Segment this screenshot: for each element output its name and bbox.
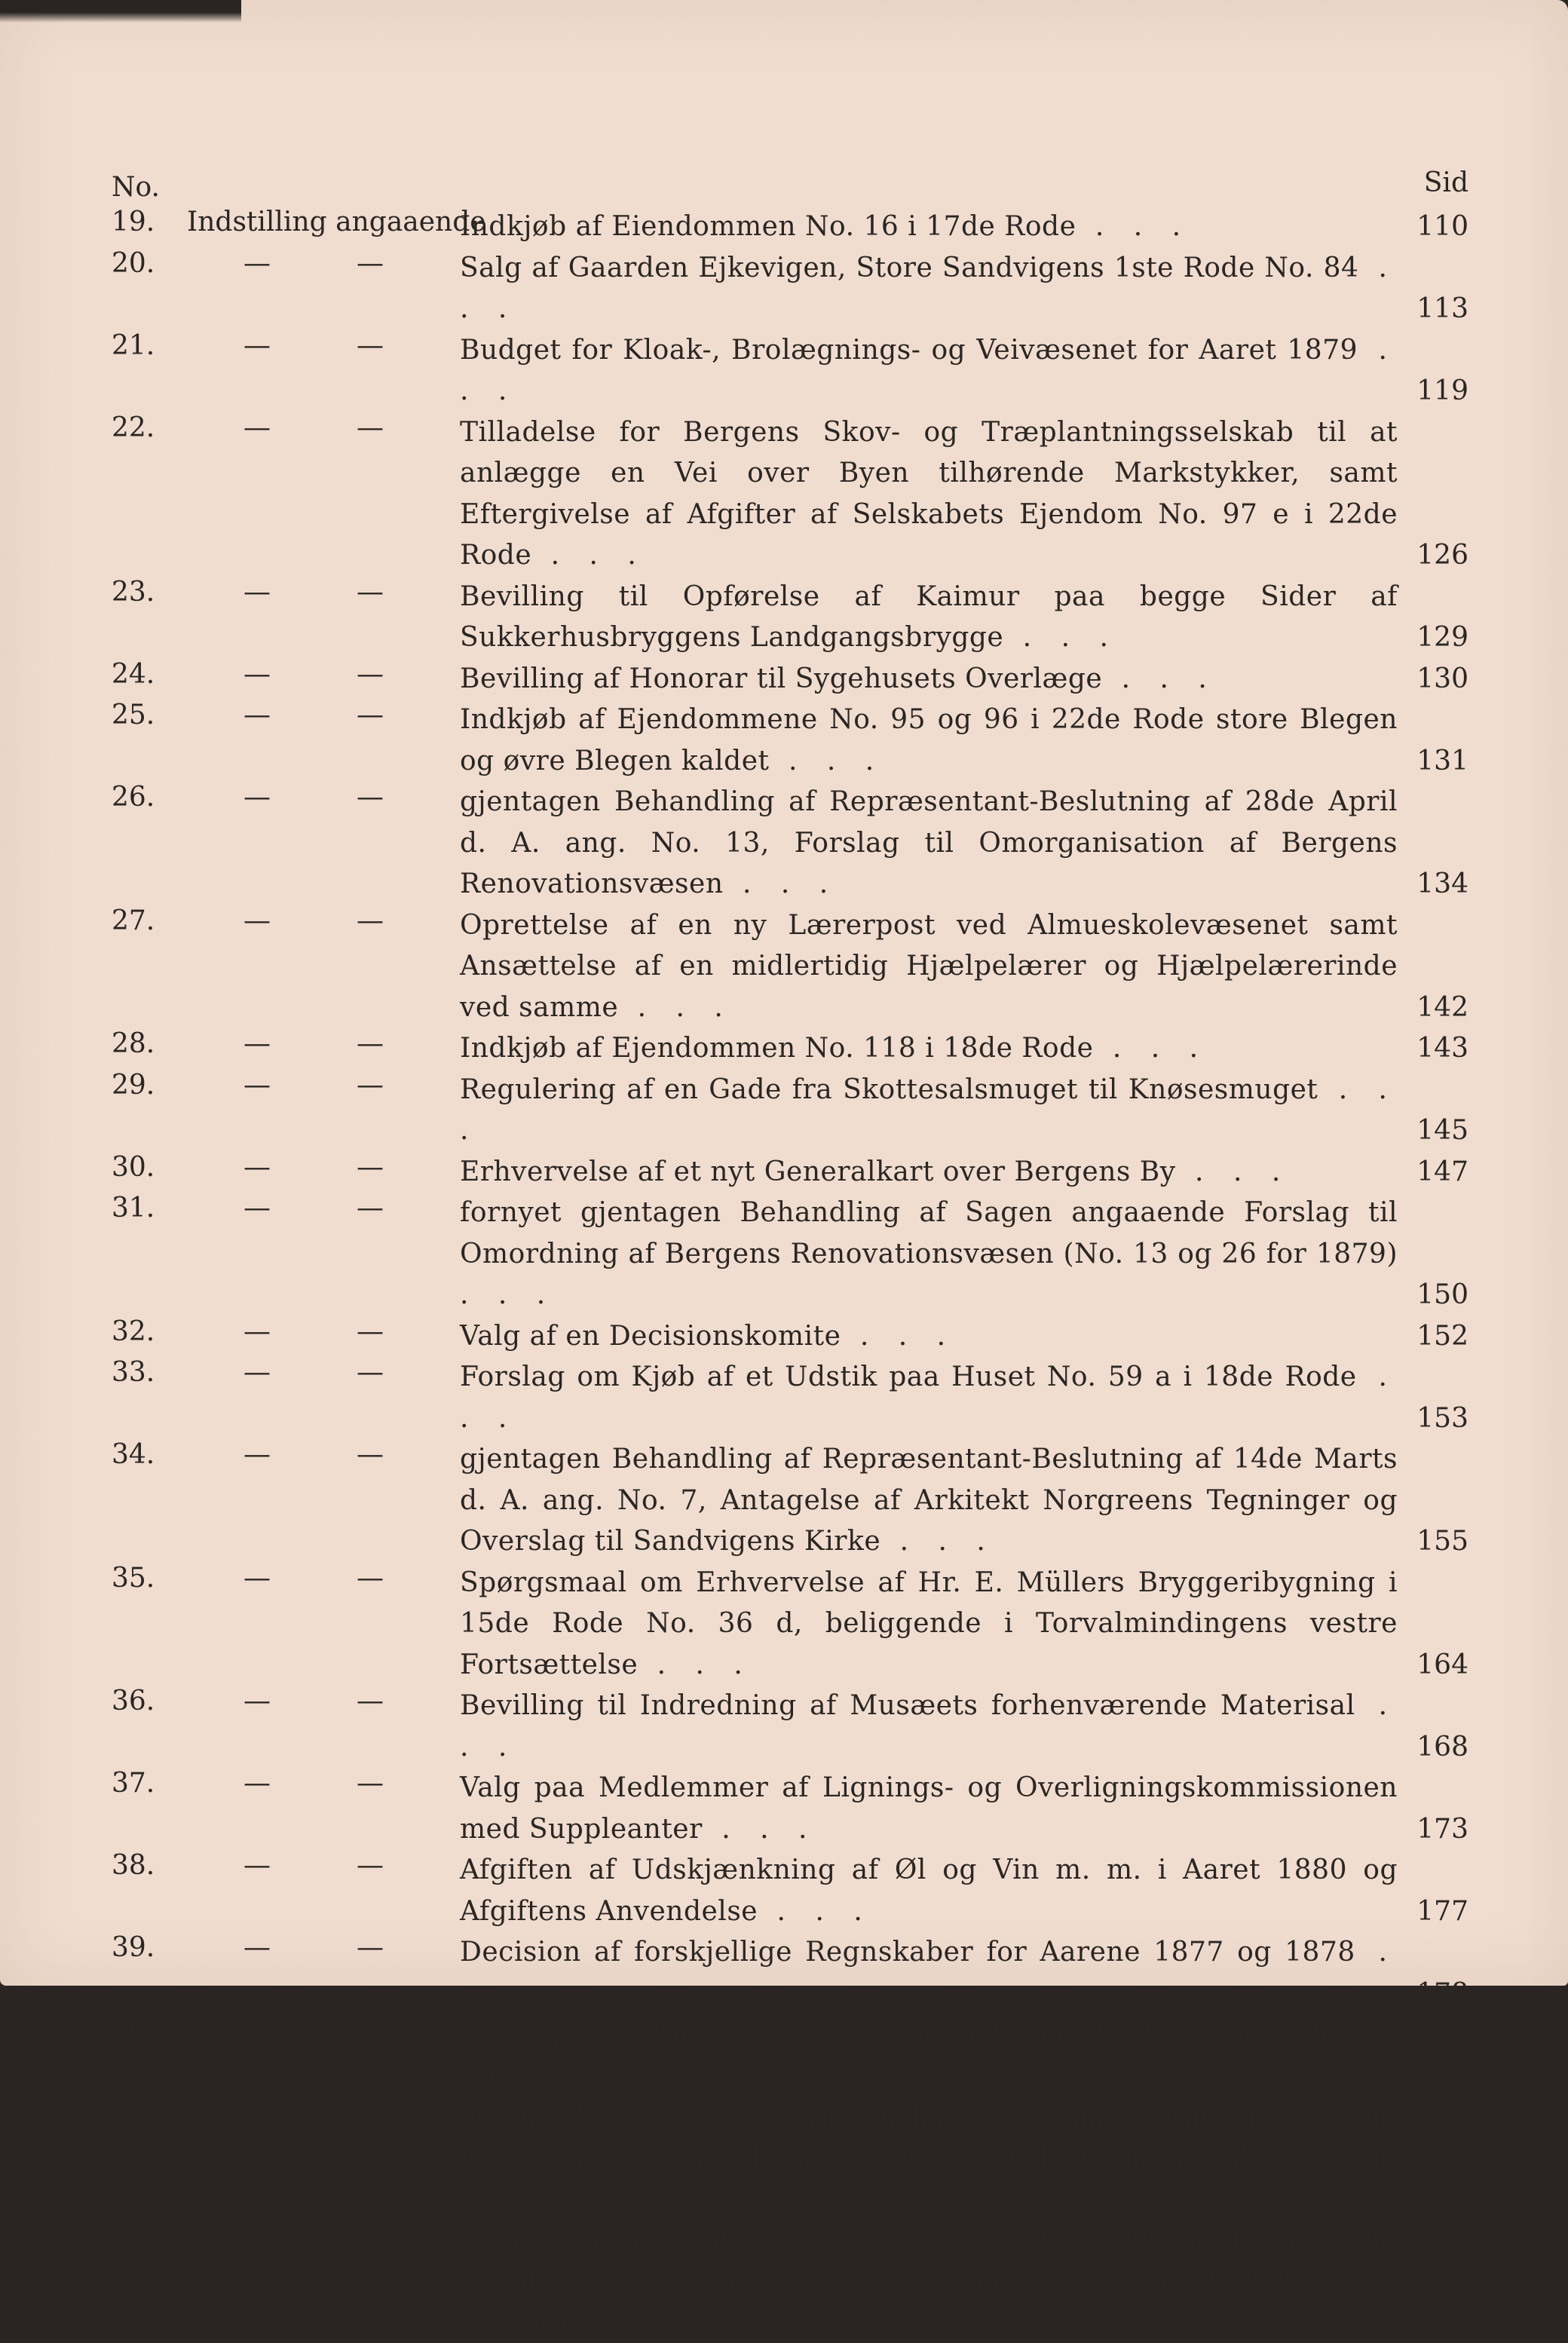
entry-page-number: 131	[1416, 741, 1468, 783]
table-of-contents	[112, 164, 1468, 2343]
ditto-dash: —	[357, 330, 384, 361]
leader-dots: . . .	[460, 2183, 556, 2214]
entry-title: Bevilling til Opførelse af Kaimur paa begge Sider af Sukkerhusbryggens Landgangsbrygge	[460, 581, 1398, 654]
entry-text	[460, 412, 1398, 577]
ditto-dash: —	[243, 248, 271, 279]
entry-number: 27.	[112, 905, 175, 936]
entry-title: Indkjøb af Ejendommene No. 95 og 96 i 22de Rode store Blegen og øvre Blegen kaldet	[460, 704, 1398, 776]
entry-text	[460, 1070, 1398, 1152]
entry-page-number: 126	[1416, 535, 1468, 577]
scan-edge-shadow	[0, 0, 241, 23]
leader-dots: . . .	[638, 1649, 753, 1680]
entry-number: 34.	[112, 1439, 175, 1470]
leader-dots: . . .	[460, 1074, 1398, 1147]
toc-entries	[112, 207, 1468, 2343]
toc-entry	[112, 2096, 1468, 2220]
ditto-dash: —	[243, 1193, 271, 1224]
entry-text	[460, 2014, 1398, 2096]
entry-page-number: 201	[1416, 2302, 1468, 2343]
leader-dots: . . .	[839, 2307, 954, 2338]
toc-entry	[112, 2220, 1468, 2343]
entry-page-number: 130	[1416, 659, 1468, 700]
entry-page-number: 164	[1416, 1645, 1468, 1686]
ditto-dash: —	[243, 1932, 271, 1963]
entry-title: gjentagen Behandling af Repræsentant-Beslutning af 14de Marts d. A. ang. No. 7, Antagelse af Arkitekt Norgreens Tegninger og Overslag til Sandvigens Kirke	[460, 1444, 1398, 1557]
ditto-dash: —	[357, 248, 384, 279]
ditto-dash: —	[243, 1686, 271, 1717]
ditto-dash: —	[243, 1850, 271, 1881]
entry-title: Spørgsmaal om Erhvervelse af Hr. E. Müllers Bryggeribygning i 15de Rode No. 36 d, beliggende i Torvalmindingens vestre Fortsættelse	[460, 1567, 1398, 1680]
leader-dots: . . .	[1102, 663, 1217, 694]
ditto-dash: —	[357, 1028, 384, 1059]
entry-number: 26.	[112, 782, 175, 813]
ditto-dash: —	[243, 659, 271, 690]
entry-title: Bevilling til Indredning af Musæets forhenværende Materisal	[460, 1690, 1355, 1721]
ditto-dash: —	[243, 782, 271, 813]
entry-title: Indkjøb af Eiendommen No. 16 i 17de Rode	[460, 211, 1076, 242]
entry-number: 24.	[112, 659, 175, 690]
ditto-dash: —	[243, 1563, 271, 1594]
entry-title: Oprettelse af en ny Lærerpost ved Almueskolevæsenet samt Ansættelse af en midlertidig Hjælpelærer og Hjælpelærerinde ved samme	[460, 910, 1398, 1023]
entry-text	[460, 577, 1398, 659]
ditto-dash: —	[243, 2220, 271, 2251]
entry-title: Erhvervelse af et nyt Generalkart over Bergens By	[460, 1156, 1176, 1187]
ditto-dash: —	[243, 2096, 271, 2127]
toc-entry	[112, 330, 1468, 412]
ditto-dash: —	[243, 1152, 271, 1183]
toc-entry	[112, 412, 1468, 577]
entry-text	[460, 1316, 1398, 1358]
toc-header	[112, 164, 1468, 207]
toc-entry	[112, 1152, 1468, 1193]
ditto-dash: —	[357, 700, 384, 730]
entry-page-number: 173	[1416, 1809, 1468, 1851]
ditto-dash: —	[243, 330, 271, 361]
ditto-dash: —	[357, 1768, 384, 1799]
entry-number: 22.	[112, 412, 175, 443]
leader-dots: . . .	[460, 1937, 1398, 2009]
entry-text	[460, 207, 1398, 248]
entry-number: 23.	[112, 577, 175, 608]
entry-page-number: 143	[1416, 1028, 1468, 1070]
ditto-dash: —	[357, 905, 384, 936]
toc-entry	[112, 1686, 1468, 1768]
entry-page-number: 147	[1416, 1152, 1468, 1193]
leader-dots: . . .	[617, 2060, 733, 2091]
leader-dots: . . .	[758, 1896, 873, 1927]
ditto-dash: —	[357, 1439, 384, 1470]
ditto-dash: —	[357, 1850, 384, 1881]
entry-page-number: 152	[1416, 1316, 1468, 1358]
entry-number: 28.	[112, 1028, 175, 1059]
toc-entry	[112, 207, 1468, 248]
entry-number: 40.	[112, 2014, 175, 2045]
entry-number: 38.	[112, 1850, 175, 1881]
ditto-dash: —	[357, 2096, 384, 2127]
leader-dots: . . .	[460, 335, 1398, 407]
leader-dots: . . .	[460, 1361, 1398, 1434]
toc-entry	[112, 905, 1468, 1029]
leader-dots: . . .	[880, 1526, 996, 1557]
entry-number: 33.	[112, 1357, 175, 1388]
toc-entry	[112, 1316, 1468, 1358]
ditto-dash: —	[357, 659, 384, 690]
entry-number: 36.	[112, 1686, 175, 1717]
entry-page-number: 155	[1416, 1521, 1468, 1563]
entry-text	[460, 1439, 1398, 1563]
leader-dots: . . .	[1003, 622, 1119, 653]
leader-dots: . . .	[531, 540, 647, 571]
toc-entry	[112, 1357, 1468, 1439]
entry-title: gjentagen Behandling af Repræsentant-Beslutning af 13de Oktober d. A. ang. No. 41, Indskrænkning i Tiden for Udskjænkning af Øl og Vin	[460, 2225, 1398, 2338]
entry-number: 30.	[112, 1152, 175, 1183]
entry-page-number: 142	[1416, 988, 1468, 1029]
toc-entry	[112, 659, 1468, 700]
entry-page-number: 187	[1416, 2179, 1468, 2220]
leader-dots: . . .	[1076, 211, 1191, 242]
entry-title: Valg paa Medlemmer af Lignings- og Overligningskommissionen med Suppleanter	[460, 1772, 1398, 1845]
toc-entry	[112, 782, 1468, 905]
entry-page-number: 113	[1416, 289, 1468, 330]
ditto-dash: —	[357, 577, 384, 608]
entry-title: Salg af Gaarden Ejkevigen, Store Sandvigens 1ste Rode No. 84	[460, 253, 1358, 283]
entry-number: 21.	[112, 330, 175, 361]
page-column-header: Sid	[1424, 167, 1468, 198]
number-column-header: No.	[112, 172, 160, 203]
leader-dots: . . .	[618, 992, 733, 1023]
entry-text	[460, 700, 1398, 782]
entry-title: Forslag om Kjøb af et Udstik paa Huset No. 59 a i 18de Rode	[460, 1361, 1357, 1392]
leader-dots: . . .	[841, 1321, 956, 1352]
ditto-dash: —	[357, 1193, 384, 1224]
leader-dots: . . .	[770, 746, 885, 776]
leader-dots: . . .	[703, 1814, 818, 1845]
entry-page-number: 145	[1416, 1110, 1468, 1152]
ditto-dash: —	[357, 1686, 384, 1717]
entry-title: Regulering af en Gade fra Skottesalsmuget til Knøsesmuget	[460, 1074, 1318, 1105]
entry-number: 41.	[112, 2096, 175, 2127]
entry-title: gjentagen Behandling af Repræsentant-Beslutning af 28de April d. A. ang. No. 13, Forslag til Omorganisation af Bergens Renovationsvæsen	[460, 786, 1398, 899]
toc-entry	[112, 1932, 1468, 2014]
entry-number: 39.	[112, 1932, 175, 1963]
entry-number: 32.	[112, 1316, 175, 1347]
entry-title: Valg af en Decisionskomite	[460, 1321, 841, 1352]
entry-text	[460, 1850, 1398, 1932]
entry-text	[460, 1932, 1398, 2014]
entry-page-number: 119	[1416, 371, 1468, 412]
entry-page-number: 177	[1416, 1891, 1468, 1933]
toc-entry	[112, 1028, 1468, 1070]
entry-number: 25.	[112, 700, 175, 730]
lead-text: Indstilling angaaende	[187, 207, 486, 237]
entry-title: et til Magistrat og Formandskab indkommet Andragende om yderligere Indskrænkning i Tiden for Udskjænkning af Øl og Vin	[460, 2101, 1398, 2173]
entry-text	[460, 659, 1398, 700]
ditto-dash: —	[357, 782, 384, 813]
ditto-dash: —	[243, 1357, 271, 1388]
ditto-dash: —	[243, 412, 271, 443]
leader-dots: . . .	[1176, 1156, 1291, 1187]
toc-entry	[112, 700, 1468, 782]
toc-entry	[112, 1070, 1468, 1152]
entry-page-number: 178	[1416, 1974, 1468, 2015]
entry-page-number: 110	[1416, 207, 1468, 248]
toc-entry	[112, 248, 1468, 330]
entry-number: 19.	[112, 207, 175, 237]
ditto-dash: —	[243, 1316, 271, 1347]
entry-number: 29.	[112, 1070, 175, 1101]
ditto-dash: —	[243, 1439, 271, 1470]
ditto-dash: —	[357, 2014, 384, 2045]
entry-text	[460, 1357, 1398, 1439]
toc-entry	[112, 1439, 1468, 1563]
ditto-dash: —	[357, 1070, 384, 1101]
ditto-dash: —	[357, 1932, 384, 1963]
ditto-dash: —	[243, 905, 271, 936]
entry-number: 42.	[112, 2220, 175, 2251]
entry-number: 31.	[112, 1193, 175, 1224]
ditto-dash: —	[357, 412, 384, 443]
leader-dots: . . .	[460, 253, 1398, 325]
entry-title: fornyet gjentagen Behandling af Sagen angaaende Forslag til Omordning af Bergens Renovationsvæsen (No. 13 og 26 for 1879)	[460, 1197, 1398, 1270]
entry-page-number: 129	[1416, 617, 1468, 659]
toc-entry	[112, 577, 1468, 659]
entry-text	[460, 1768, 1398, 1850]
entry-text	[460, 1028, 1398, 1070]
toc-entry	[112, 1768, 1468, 1850]
entry-title: Decision af forskjellige Regnskaber for Aarene 1877 og 1878	[460, 1937, 1355, 1968]
leader-dots: . . .	[724, 868, 839, 899]
toc-entry	[112, 1193, 1468, 1316]
entry-title: Indkjøb af Ejendommen No. 118 i 18de Rode	[460, 1033, 1093, 1064]
entry-page-number: 153	[1416, 1398, 1468, 1440]
entry-title: Bevilling af Honorar til Sygehusets Overlæge	[460, 663, 1102, 694]
entry-text	[460, 2220, 1398, 2343]
entry-title: Tilladelse for Bergens Skov- og Træplantningsselskab til at anlægge en Vei over Byen tilhørende Markstykker, samt Eftergivelse af Afgifter af Selskabets Ejendom No. 97 e i 22de Rode	[460, 417, 1398, 571]
ditto-dash: —	[357, 1316, 384, 1347]
entry-page-number: 168	[1416, 1727, 1468, 1769]
ditto-dash: —	[357, 2220, 384, 2251]
entry-number: 37.	[112, 1768, 175, 1799]
toc-entry	[112, 2014, 1468, 2096]
toc-entry	[112, 1850, 1468, 1932]
ditto-dash: —	[243, 700, 271, 730]
ditto-dash: —	[243, 1768, 271, 1799]
leader-dots: . . .	[460, 1690, 1398, 1763]
entry-text	[460, 330, 1398, 412]
ditto-dash: —	[357, 1357, 384, 1388]
ditto-dash: —	[243, 577, 271, 608]
ditto-dash: —	[357, 1152, 384, 1183]
entry-page-number: 134	[1416, 864, 1468, 905]
ditto-dash: —	[243, 1028, 271, 1059]
ditto-dash: —	[243, 1070, 271, 1101]
entry-title: Afgiften af Udskjænkning af Øl og Vin m. m. i Aaret 1880 og Afgiftens Anvendelse	[460, 1854, 1398, 1927]
entry-text	[460, 1152, 1398, 1193]
entry-text	[460, 1563, 1398, 1686]
leader-dots: . . .	[460, 1279, 556, 1310]
entry-title: det afgiftspligtige Kvantum Brændevin og Afgiftens Anvendelse i Aaret 1880	[460, 2019, 1398, 2091]
entry-page-number: 185	[1416, 2056, 1468, 2097]
leader-dots: . . .	[1093, 1033, 1208, 1064]
entry-number: 20.	[112, 248, 175, 279]
entry-text	[460, 2096, 1398, 2220]
entry-title: Budget for Kloak-, Brolægnings- og Veivæsenet for Aaret 1879	[460, 335, 1358, 366]
entry-text	[460, 1193, 1398, 1316]
entry-number: 35.	[112, 1563, 175, 1594]
ditto-dash: —	[243, 2014, 271, 2045]
toc-entry	[112, 1563, 1468, 1686]
entry-text	[460, 905, 1398, 1029]
entry-text	[460, 1686, 1398, 1768]
entry-page-number: 150	[1416, 1275, 1468, 1316]
entry-text	[460, 248, 1398, 330]
ditto-dash: —	[357, 1563, 384, 1594]
entry-text	[460, 782, 1398, 905]
